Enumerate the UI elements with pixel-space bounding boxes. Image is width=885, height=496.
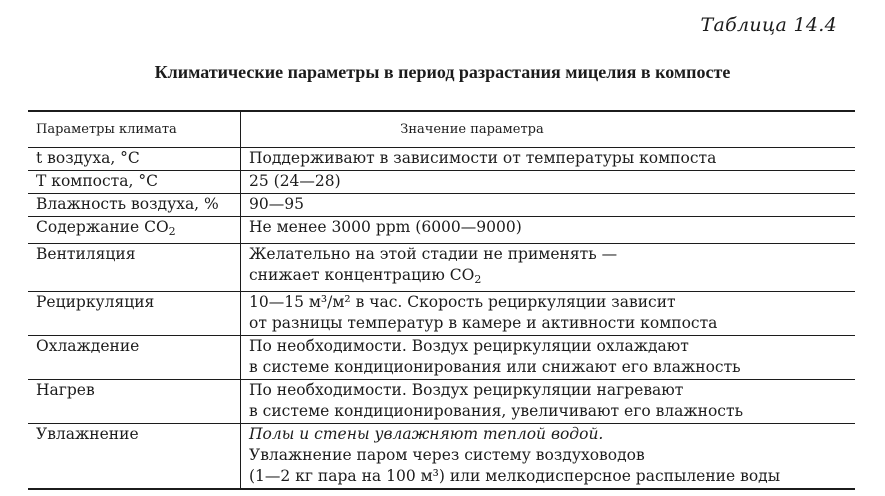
- table-row: [28, 380, 855, 424]
- parameter-cell: [28, 217, 241, 244]
- parameter-text: Охлаждение: [36, 337, 140, 355]
- parameter-text: Увлажнение: [36, 425, 139, 443]
- value-line: [249, 357, 849, 378]
- header-value: Значение параметра: [241, 111, 856, 148]
- value-line: [249, 313, 849, 334]
- table-row: [28, 171, 855, 194]
- table-body: [28, 148, 855, 490]
- parameter-cell: [28, 148, 241, 171]
- value-line: [249, 292, 849, 313]
- value-line-text: Увлажнение паром через систему воздуховодов: [249, 446, 645, 464]
- table-row: [28, 217, 855, 244]
- parameter-text: Содержание СО: [36, 218, 169, 236]
- parameter-text: Рециркуляция: [36, 293, 155, 311]
- value-cell: [241, 244, 856, 292]
- parameter-subscript: 2: [168, 225, 176, 238]
- parameter-text: Нагрев: [36, 381, 95, 399]
- parameter-cell: [28, 194, 241, 217]
- value-cell: [241, 148, 856, 171]
- value-line-text: Поддерживают в зависимости от температуры компоста: [249, 149, 717, 167]
- value-line: [249, 336, 849, 357]
- value-line: [249, 244, 849, 265]
- value-line: [249, 380, 849, 401]
- climate-parameters-table: [28, 110, 855, 490]
- table-row: [28, 292, 855, 336]
- table-row: [28, 424, 855, 490]
- value-cell: [241, 194, 856, 217]
- value-line: [249, 424, 849, 445]
- table-row: [28, 148, 855, 171]
- parameter-text: Вентиляция: [36, 245, 136, 263]
- value-line-text: (1—2 кг пара на 100 м³) или мелкодисперсное распыление воды: [249, 467, 781, 485]
- value-cell: [241, 424, 856, 490]
- parameter-cell: [28, 336, 241, 380]
- value-line-text: 10—15 м³/м² в час. Скорость рециркуляции зависит: [249, 293, 676, 311]
- parameter-cell: [28, 292, 241, 336]
- value-line: [249, 466, 849, 487]
- value-line-text: По необходимости. Воздух рециркуляции нагревают: [249, 381, 684, 399]
- table-row: [28, 194, 855, 217]
- value-line-text: в системе кондиционирования, увеличивают его влажность: [249, 402, 744, 420]
- value-line-text: снижает концентрацию СО: [249, 266, 475, 284]
- value-line: [249, 217, 849, 238]
- value-line: [249, 401, 849, 422]
- parameter-cell: [28, 171, 241, 194]
- value-line: [249, 445, 849, 466]
- value-cell: [241, 217, 856, 244]
- value-line-text: По необходимости. Воздух рециркуляции охлаждают: [249, 337, 689, 355]
- parameter-cell: [28, 380, 241, 424]
- value-line: [249, 194, 849, 215]
- value-cell: [241, 171, 856, 194]
- value-line-text: в системе кондиционирования или снижают его влажность: [249, 358, 741, 376]
- table-row: [28, 336, 855, 380]
- header-parameter: Параметры климата: [28, 111, 241, 148]
- value-line-text: 25 (24—28): [249, 172, 341, 190]
- table-header-row: [28, 111, 855, 148]
- value-cell: [241, 292, 856, 336]
- value-line: [249, 265, 849, 290]
- value-cell: [241, 336, 856, 380]
- parameter-text: Влажность воздуха, %: [36, 195, 219, 213]
- value-line: [249, 171, 849, 192]
- value-line-text: Желательно на этой стадии не применять —: [249, 245, 618, 263]
- parameter-text: t воздуха, °С: [36, 149, 140, 167]
- parameter-cell: [28, 244, 241, 292]
- table-row: [28, 244, 855, 292]
- table-number: Таблица 14.4: [700, 14, 837, 36]
- value-line-text: Полы и стены увлажняют теплой водой.: [249, 425, 604, 443]
- value-line-text: 90—95: [249, 195, 304, 213]
- value-subscript: 2: [474, 273, 482, 286]
- parameter-text: Т компоста, °С: [36, 172, 158, 190]
- table-title: Климатические параметры в период разрастания мицелия в компосте: [154, 62, 731, 82]
- value-line-text: Не менее 3000 ppm (6000—9000): [249, 218, 522, 236]
- parameter-cell: [28, 424, 241, 490]
- value-cell: [241, 380, 856, 424]
- value-line-text: от разницы температур в камере и активности компоста: [249, 314, 718, 332]
- value-line: [249, 148, 849, 169]
